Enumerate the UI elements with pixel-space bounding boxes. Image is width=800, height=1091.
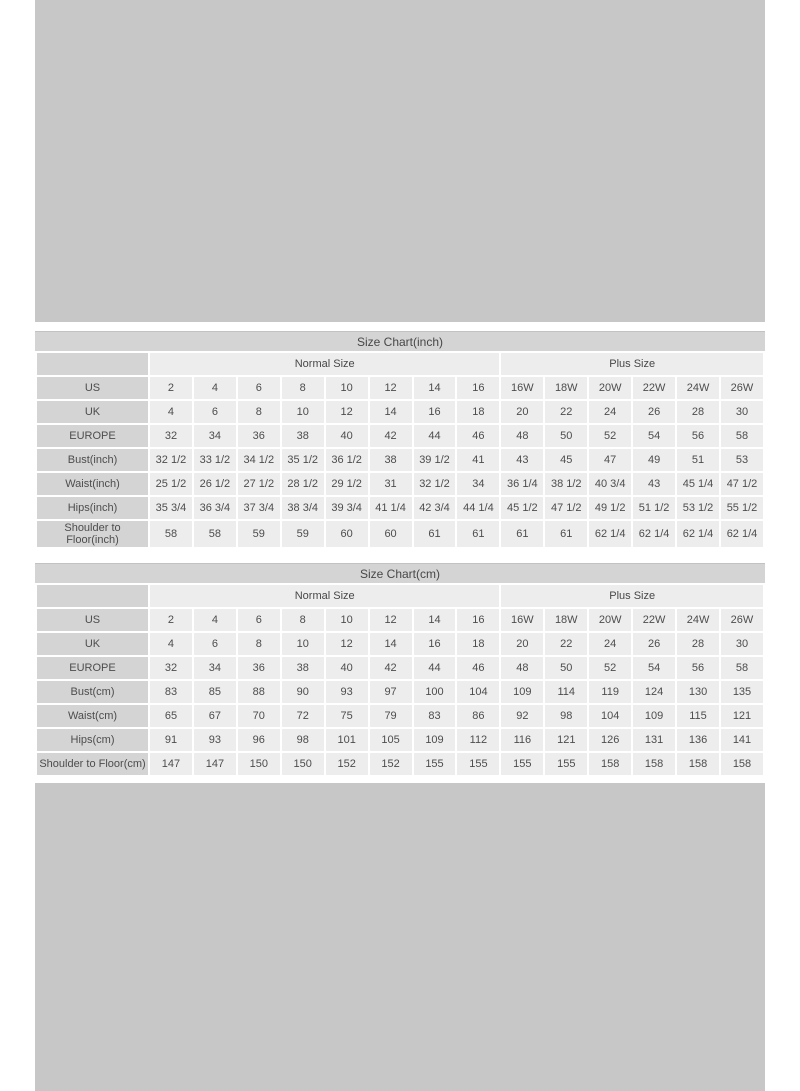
table-row [37, 449, 763, 471]
image-placeholder-top [35, 0, 765, 322]
data-cell: 38 [282, 657, 324, 679]
data-cell: 130 [677, 681, 719, 703]
data-cell: 32 1/2 [414, 473, 456, 495]
data-cell: 2 [150, 377, 192, 399]
data-cell: 26 [633, 401, 675, 423]
data-cell: 40 3/4 [589, 473, 631, 495]
row-label-cell: Bust(inch) [37, 449, 148, 471]
data-cell: 14 [414, 377, 456, 399]
data-cell: 4 [150, 633, 192, 655]
data-cell: 104 [457, 681, 499, 703]
data-cell: 28 [677, 401, 719, 423]
table-row [37, 657, 763, 679]
data-cell: 62 1/4 [633, 521, 675, 547]
data-cell: 46 [457, 425, 499, 447]
data-cell: 100 [414, 681, 456, 703]
data-cell: 12 [370, 609, 412, 631]
data-cell: 16 [414, 633, 456, 655]
data-cell: 22W [633, 377, 675, 399]
data-cell: 83 [150, 681, 192, 703]
size-chart-cm-title: Size Chart(cm) [35, 563, 765, 583]
data-cell: 52 [589, 425, 631, 447]
data-cell: 30 [721, 401, 763, 423]
data-cell: 47 1/2 [545, 497, 587, 519]
row-label-cell: EUROPE [37, 657, 148, 679]
data-cell: 105 [370, 729, 412, 751]
data-cell: 26 1/2 [194, 473, 236, 495]
data-cell: 54 [633, 425, 675, 447]
data-cell: 38 1/2 [545, 473, 587, 495]
data-cell: 155 [457, 753, 499, 775]
data-cell: 36 3/4 [194, 497, 236, 519]
data-cell: 26W [721, 377, 763, 399]
row-label-cell: Hips(cm) [37, 729, 148, 751]
size-chart-cm-table [35, 583, 765, 777]
data-cell: 56 [677, 657, 719, 679]
row-label-cell: UK [37, 633, 148, 655]
data-cell: 36 [238, 657, 280, 679]
row-label-cell: EUROPE [37, 425, 148, 447]
data-cell: 59 [238, 521, 280, 547]
table-row [37, 473, 763, 495]
row-label-cell: US [37, 377, 148, 399]
data-cell: 25 1/2 [150, 473, 192, 495]
data-cell: 60 [370, 521, 412, 547]
data-cell: 152 [326, 753, 368, 775]
data-cell: 93 [194, 729, 236, 751]
data-cell: 45 1/4 [677, 473, 719, 495]
data-cell: 155 [414, 753, 456, 775]
data-cell: 158 [721, 753, 763, 775]
data-cell: 43 [501, 449, 543, 471]
group-header-cell: Plus Size [501, 353, 763, 375]
data-cell: 6 [194, 633, 236, 655]
data-cell: 101 [326, 729, 368, 751]
size-chart-inch-title: Size Chart(inch) [35, 331, 765, 351]
data-cell: 39 1/2 [414, 449, 456, 471]
data-cell: 135 [721, 681, 763, 703]
data-cell: 18W [545, 377, 587, 399]
data-cell: 112 [457, 729, 499, 751]
row-label-cell: US [37, 609, 148, 631]
data-cell: 98 [545, 705, 587, 727]
data-cell: 62 1/4 [721, 521, 763, 547]
data-cell: 98 [282, 729, 324, 751]
data-cell: 58 [194, 521, 236, 547]
data-cell: 12 [326, 633, 368, 655]
data-cell: 20W [589, 609, 631, 631]
group-header-cell: Plus Size [501, 585, 763, 607]
data-cell: 62 1/4 [589, 521, 631, 547]
data-cell: 28 1/2 [282, 473, 324, 495]
data-cell: 40 [326, 657, 368, 679]
table-row [37, 609, 763, 631]
data-cell: 42 [370, 425, 412, 447]
data-cell: 115 [677, 705, 719, 727]
data-cell: 45 1/2 [501, 497, 543, 519]
data-cell: 41 [457, 449, 499, 471]
data-cell: 4 [194, 609, 236, 631]
data-cell: 8 [238, 633, 280, 655]
data-cell: 8 [282, 377, 324, 399]
data-cell: 126 [589, 729, 631, 751]
data-cell: 36 1/4 [501, 473, 543, 495]
data-cell: 58 [721, 425, 763, 447]
data-cell: 136 [677, 729, 719, 751]
data-cell: 158 [589, 753, 631, 775]
group-header-cell: Normal Size [150, 353, 499, 375]
data-cell: 75 [326, 705, 368, 727]
data-cell: 4 [194, 377, 236, 399]
data-cell: 43 [633, 473, 675, 495]
data-cell: 141 [721, 729, 763, 751]
size-chart-inch-table [35, 351, 765, 549]
data-cell: 62 1/4 [677, 521, 719, 547]
data-cell: 109 [633, 705, 675, 727]
data-cell: 109 [414, 729, 456, 751]
table-row [37, 401, 763, 423]
table-row [37, 729, 763, 751]
data-cell: 147 [150, 753, 192, 775]
table-row [37, 377, 763, 399]
size-chart-inch-section [35, 331, 765, 549]
data-cell: 41 1/4 [370, 497, 412, 519]
data-cell: 16 [457, 609, 499, 631]
data-cell: 54 [633, 657, 675, 679]
data-cell: 36 1/2 [326, 449, 368, 471]
data-cell: 55 1/2 [721, 497, 763, 519]
data-cell: 61 [545, 521, 587, 547]
data-cell: 14 [370, 401, 412, 423]
data-cell: 34 [194, 425, 236, 447]
data-cell: 39 3/4 [326, 497, 368, 519]
group-header-spacer-cell [37, 353, 148, 375]
data-cell: 14 [414, 609, 456, 631]
group-header-row [37, 585, 763, 607]
data-cell: 109 [501, 681, 543, 703]
data-cell: 32 [150, 425, 192, 447]
data-cell: 42 [370, 657, 412, 679]
data-cell: 10 [326, 609, 368, 631]
data-cell: 121 [545, 729, 587, 751]
data-cell: 32 1/2 [150, 449, 192, 471]
size-chart-cm-section [35, 563, 765, 777]
data-cell: 45 [545, 449, 587, 471]
data-cell: 150 [238, 753, 280, 775]
data-cell: 59 [282, 521, 324, 547]
content-column [35, 0, 765, 1091]
data-cell: 93 [326, 681, 368, 703]
data-cell: 36 [238, 425, 280, 447]
data-cell: 124 [633, 681, 675, 703]
row-label-cell: Bust(cm) [37, 681, 148, 703]
data-cell: 83 [414, 705, 456, 727]
data-cell: 22W [633, 609, 675, 631]
data-cell: 44 [414, 425, 456, 447]
data-cell: 119 [589, 681, 631, 703]
data-cell: 49 1/2 [589, 497, 631, 519]
data-cell: 79 [370, 705, 412, 727]
group-header-spacer-cell [37, 585, 148, 607]
data-cell: 85 [194, 681, 236, 703]
data-cell: 24 [589, 401, 631, 423]
data-cell: 31 [370, 473, 412, 495]
data-cell: 114 [545, 681, 587, 703]
data-cell: 155 [545, 753, 587, 775]
table-row [37, 681, 763, 703]
group-header-cell: Normal Size [150, 585, 499, 607]
data-cell: 33 1/2 [194, 449, 236, 471]
data-cell: 8 [238, 401, 280, 423]
data-cell: 38 [282, 425, 324, 447]
row-label-cell: UK [37, 401, 148, 423]
data-cell: 97 [370, 681, 412, 703]
group-header-row [37, 353, 763, 375]
data-cell: 10 [282, 401, 324, 423]
data-cell: 22 [545, 633, 587, 655]
data-cell: 61 [501, 521, 543, 547]
data-cell: 58 [721, 657, 763, 679]
data-cell: 131 [633, 729, 675, 751]
data-cell: 37 3/4 [238, 497, 280, 519]
data-cell: 49 [633, 449, 675, 471]
data-cell: 58 [150, 521, 192, 547]
data-cell: 26 [633, 633, 675, 655]
data-cell: 16W [501, 377, 543, 399]
row-label-cell: Waist(inch) [37, 473, 148, 495]
data-cell: 28 [677, 633, 719, 655]
table-row [37, 705, 763, 727]
data-cell: 92 [501, 705, 543, 727]
data-cell: 2 [150, 609, 192, 631]
data-cell: 14 [370, 633, 412, 655]
data-cell: 10 [326, 377, 368, 399]
data-cell: 27 1/2 [238, 473, 280, 495]
data-cell: 24W [677, 377, 719, 399]
data-cell: 47 1/2 [721, 473, 763, 495]
row-label-cell: Hips(inch) [37, 497, 148, 519]
data-cell: 42 3/4 [414, 497, 456, 519]
data-cell: 8 [282, 609, 324, 631]
data-cell: 47 [589, 449, 631, 471]
data-cell: 12 [370, 377, 412, 399]
data-cell: 53 1/2 [677, 497, 719, 519]
table-row [37, 633, 763, 655]
data-cell: 16W [501, 609, 543, 631]
data-cell: 65 [150, 705, 192, 727]
data-cell: 67 [194, 705, 236, 727]
data-cell: 61 [414, 521, 456, 547]
data-cell: 91 [150, 729, 192, 751]
data-cell: 24W [677, 609, 719, 631]
data-cell: 61 [457, 521, 499, 547]
data-cell: 60 [326, 521, 368, 547]
data-cell: 20 [501, 401, 543, 423]
data-cell: 51 1/2 [633, 497, 675, 519]
data-cell: 4 [150, 401, 192, 423]
data-cell: 70 [238, 705, 280, 727]
data-cell: 35 3/4 [150, 497, 192, 519]
data-cell: 6 [238, 609, 280, 631]
data-cell: 72 [282, 705, 324, 727]
data-cell: 24 [589, 633, 631, 655]
row-label-cell: Waist(cm) [37, 705, 148, 727]
data-cell: 6 [194, 401, 236, 423]
data-cell: 18 [457, 401, 499, 423]
data-cell: 50 [545, 425, 587, 447]
data-cell: 18W [545, 609, 587, 631]
data-cell: 12 [326, 401, 368, 423]
data-cell: 40 [326, 425, 368, 447]
data-cell: 38 [370, 449, 412, 471]
data-cell: 29 1/2 [326, 473, 368, 495]
row-label-cell: Shoulder to Floor(cm) [37, 753, 148, 775]
data-cell: 121 [721, 705, 763, 727]
data-cell: 158 [677, 753, 719, 775]
data-cell: 116 [501, 729, 543, 751]
data-cell: 44 1/4 [457, 497, 499, 519]
data-cell: 44 [414, 657, 456, 679]
data-cell: 88 [238, 681, 280, 703]
data-cell: 53 [721, 449, 763, 471]
data-cell: 48 [501, 657, 543, 679]
table-row [37, 753, 763, 775]
data-cell: 46 [457, 657, 499, 679]
data-cell: 158 [633, 753, 675, 775]
data-cell: 10 [282, 633, 324, 655]
data-cell: 18 [457, 633, 499, 655]
row-label-cell: Shoulder to Floor(inch) [37, 521, 148, 547]
data-cell: 34 [194, 657, 236, 679]
data-cell: 86 [457, 705, 499, 727]
data-cell: 50 [545, 657, 587, 679]
data-cell: 34 1/2 [238, 449, 280, 471]
data-cell: 35 1/2 [282, 449, 324, 471]
data-cell: 32 [150, 657, 192, 679]
data-cell: 96 [238, 729, 280, 751]
data-cell: 104 [589, 705, 631, 727]
data-cell: 155 [501, 753, 543, 775]
table-row [37, 425, 763, 447]
data-cell: 152 [370, 753, 412, 775]
data-cell: 6 [238, 377, 280, 399]
image-placeholder-bottom [35, 783, 765, 1091]
data-cell: 34 [457, 473, 499, 495]
data-cell: 16 [457, 377, 499, 399]
data-cell: 22 [545, 401, 587, 423]
data-cell: 90 [282, 681, 324, 703]
table-row [37, 521, 763, 547]
data-cell: 52 [589, 657, 631, 679]
data-cell: 30 [721, 633, 763, 655]
table-row [37, 497, 763, 519]
data-cell: 48 [501, 425, 543, 447]
data-cell: 147 [194, 753, 236, 775]
data-cell: 16 [414, 401, 456, 423]
data-cell: 38 3/4 [282, 497, 324, 519]
data-cell: 20W [589, 377, 631, 399]
data-cell: 26W [721, 609, 763, 631]
data-cell: 51 [677, 449, 719, 471]
data-cell: 56 [677, 425, 719, 447]
data-cell: 150 [282, 753, 324, 775]
data-cell: 20 [501, 633, 543, 655]
